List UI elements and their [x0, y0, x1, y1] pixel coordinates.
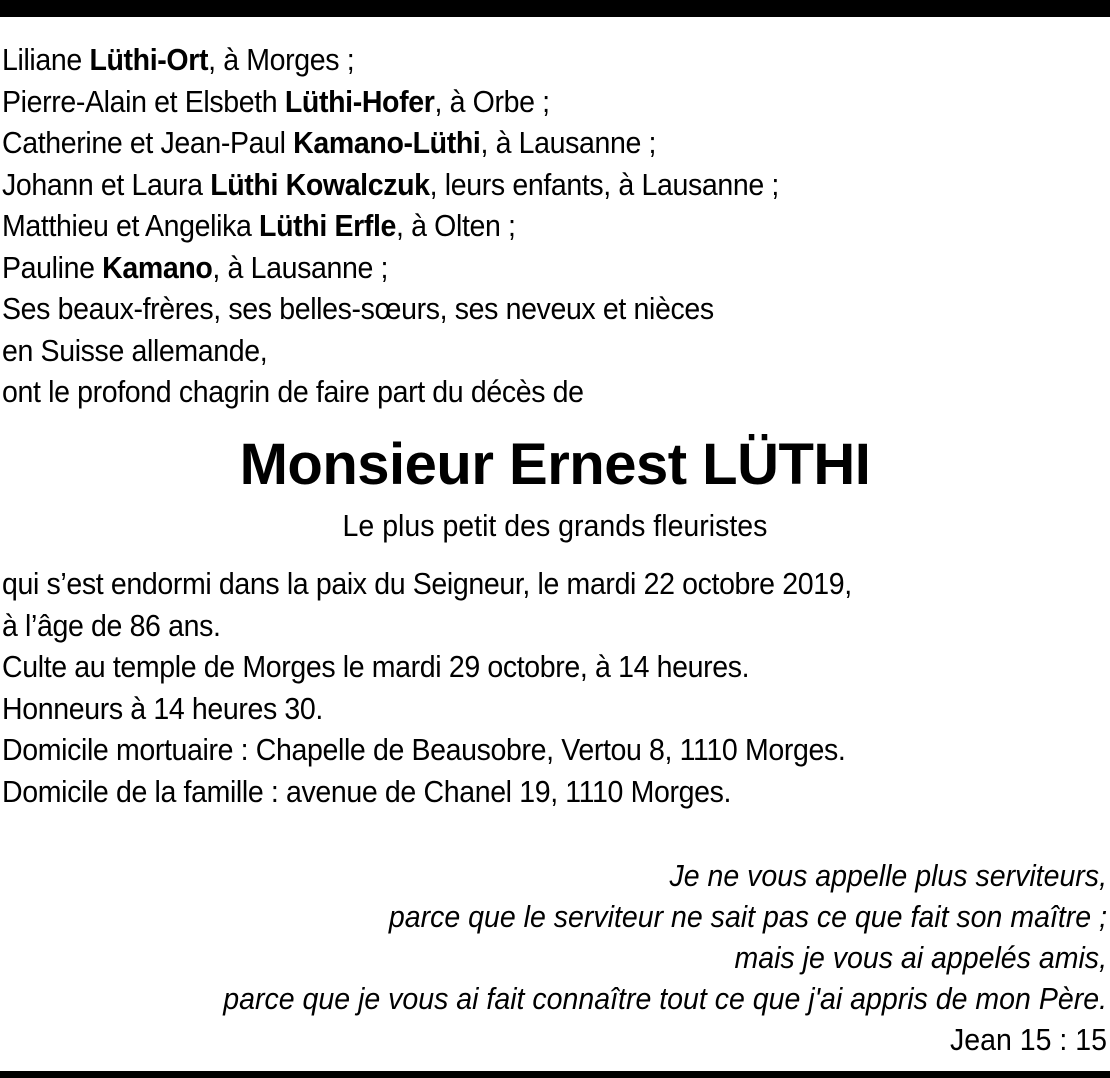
family-line	[2, 39, 1018, 81]
family-list	[2, 39, 1106, 413]
details-line: qui s’est endormi dans la paix du Seigneur, le mardi 22 octobre 2019,	[2, 566, 852, 601]
family-line	[2, 81, 1018, 123]
details-line: Culte au temple de Morges le mardi 29 octobre, à 14 heures.	[2, 649, 750, 684]
family-location: , à Morges ;	[208, 42, 355, 77]
tagline: Le plus petit des grands fleuristes	[342, 508, 768, 543]
family-surname: Kamano-Lüthi	[293, 125, 481, 160]
family-names: Pierre-Alain et Elsbeth	[2, 83, 285, 119]
deceased-name: Monsieur Ernest LÜTHI	[239, 432, 871, 497]
family-surname: Lüthi Kowalczuk	[210, 166, 430, 202]
family-surname: Lüthi Erfle	[259, 208, 397, 243]
family-surname: Lüthi-Ort	[89, 42, 209, 77]
announcement-line: ont le profond chagrin de faire part du décès de	[2, 374, 584, 409]
family-surname: Kamano	[102, 249, 213, 285]
details-line: Domicile mortuaire : Chapelle de Beausobre, Vertou 8, 1110 Morges.	[2, 732, 846, 767]
verse-line: parce que je vous ai fait connaître tout ce que j'ai appris de mon Père.	[223, 981, 1107, 1016]
details-line: Domicile de la famille : avenue de Chanel 19, 1110 Morges.	[2, 773, 732, 809]
relatives-line: Ses beaux-frères, ses belles-sœurs, ses neveux et nièces	[2, 291, 714, 326]
details-line: Honneurs à 14 heures 30.	[2, 690, 323, 726]
family-location: , à Lausanne ;	[212, 249, 389, 285]
family-location: , à Lausanne ;	[480, 125, 657, 160]
family-line	[2, 164, 1018, 206]
relatives-line: en Suisse allemande,	[2, 332, 268, 368]
family-location: , à Orbe ;	[434, 83, 550, 119]
family-surname: Lüthi-Hofer	[284, 83, 435, 119]
verse-line: mais je vous ai appelés amis,	[734, 940, 1107, 975]
verse-reference: Jean 15 : 15	[950, 1022, 1107, 1057]
family-names: Catherine et Jean-Paul	[2, 125, 294, 160]
bottom-border-rule	[0, 1071, 1110, 1078]
family-line	[2, 247, 1018, 289]
family-names: Pauline	[2, 249, 103, 285]
family-line	[2, 122, 1018, 164]
family-names: Liliane	[2, 42, 90, 77]
verse-line: parce que le serviteur ne sait pas ce que fait son maître ;	[388, 899, 1107, 934]
funeral-details	[2, 563, 1106, 812]
top-border-rule	[0, 0, 1110, 17]
family-line	[2, 205, 1018, 247]
family-location: , à Olten ;	[396, 208, 516, 243]
family-names: Johann et Laura	[2, 166, 211, 202]
family-location: , leurs enfants, à Lausanne ;	[429, 166, 779, 202]
bible-verse	[7, 855, 1107, 1060]
details-line: à l’âge de 86 ans.	[2, 607, 221, 643]
verse-line: Je ne vous appelle plus serviteurs,	[669, 858, 1107, 893]
family-names: Matthieu et Angelika	[2, 208, 260, 243]
